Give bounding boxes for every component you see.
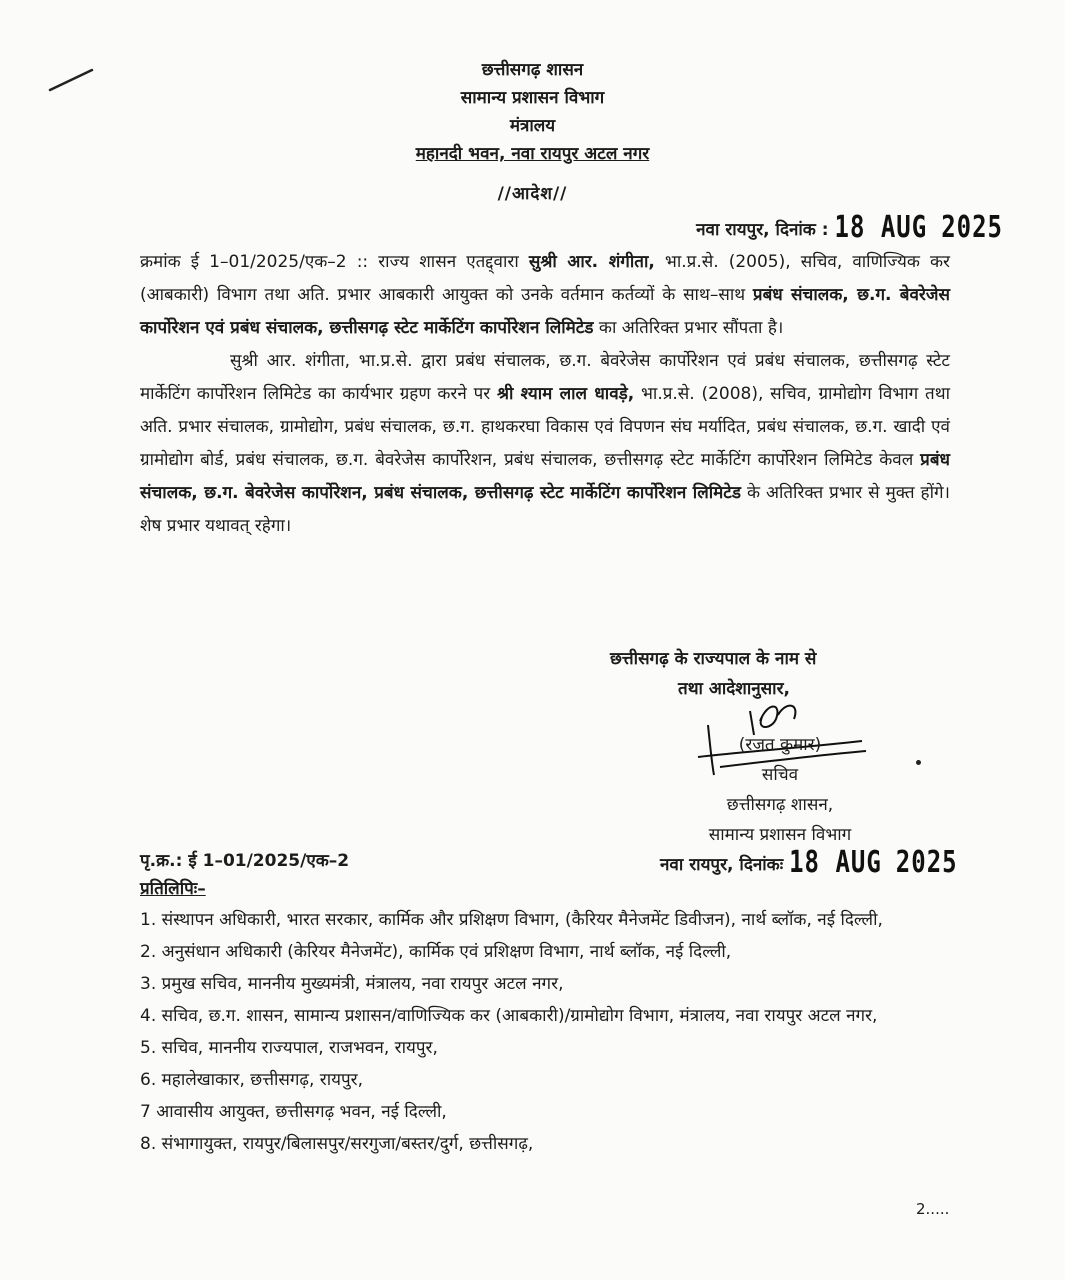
endorsement-reference: पृ.क्र.: ई 1–01/2025/एक–2	[140, 851, 350, 871]
ministry-name: मंत्रालय	[509, 116, 556, 136]
signatory-name: (रजत कुमार)	[738, 735, 822, 755]
copies-heading: प्रतिलिपिः–	[140, 879, 206, 899]
stamp-year: 2025	[895, 844, 958, 880]
list-item: 7 आवासीय आयुक्त, छत्तीसगढ़ भवन, नई दिल्ली,	[140, 1102, 447, 1122]
list-item: 8. संभागायुक्त, रायपुर/बिलासपुर/सरगुजा/बस्तर/दुर्ग, छत्तीसगढ़,	[140, 1134, 534, 1154]
stamp-year: 2025	[941, 209, 1003, 245]
endorsement-date-stamp	[789, 845, 958, 880]
list-item: 2. अनुसंधान अधिकारी (केरियर मैनेजमेंट), कार्मिक एवं प्रशिक्षण विभाग, नार्थ ब्लॉक, नई दिल्ली,	[140, 942, 732, 962]
date-stamp	[835, 210, 1004, 245]
text-run: का अतिरिक्त प्रभार सौंपता है।	[593, 318, 784, 338]
bold-run: प्रबंध संचालक, छ.ग. बेवरेजेस कार्पोरेशन एवं प्रबंध संचालक, छत्तीसगढ़ स्टेट मार्केटिंग कार्पोरेशन लिमिटेड	[140, 285, 950, 338]
date-label: नवा रायपुर, दिनांक :	[696, 220, 829, 240]
bold-run: सुश्री आर. शंगीता,	[528, 252, 655, 272]
copies-list	[140, 906, 952, 1162]
signatory	[660, 730, 900, 850]
text-run: के अतिरिक्त प्रभार से मुक्त होंगे।शेष प्रभार यथावत् रहेगा।	[140, 483, 950, 536]
list-item: 1. संस्थापन अधिकारी, भारत सरकार, कार्मिक और प्रशिक्षण विभाग, (कैरियर मैनेजमेंट डिवीजन), नार्थ ब्लॉक, नई दिल्ली,	[140, 910, 883, 930]
order-title: //आदेश//	[497, 184, 568, 204]
ink-dot	[916, 760, 921, 765]
authority-line-2: तथा आदेशानुसार,	[678, 679, 790, 699]
stamp-date: 18 AUG	[834, 209, 928, 245]
endorsement-dateline	[660, 844, 958, 880]
bold-run: प्रबंध संचालक, छ.ग. बेवरेजेस कार्पोरेशन, प्रबंध संचालक, छत्तीसगढ़ स्टेट मार्केटिंग कार्पोरेशन लिमिटेड	[140, 450, 950, 503]
order-dateline	[696, 209, 1003, 245]
authority-line-1: छत्तीसगढ़ के राज्यपाल के नाम से	[610, 649, 817, 669]
order-paragraph-1	[140, 246, 950, 345]
department-name: सामान्य प्रशासन विभाग	[460, 88, 605, 108]
page-number: 2.....	[916, 1200, 950, 1218]
stamp-date: 18 AUG	[789, 844, 882, 880]
list-item: 5. सचिव, माननीय राज्यपाल, राजभवन, रायपुर,	[140, 1038, 438, 1058]
signatory-government: छत्तीसगढ़ शासन,	[726, 795, 834, 815]
letterhead	[0, 56, 1065, 208]
text-run: भा.प्र.से. (2005), सचिव, वाणिज्यिक कर (आबकारी) विभाग तथा अति. प्रभार आबकारी आयुक्त को उनके वर्तमान कर्तव्यों के साथ–साथ	[140, 252, 951, 305]
text-run: क्रमांक ई 1–01/2025/एक–2 :: राज्य शासन एतद्द्वारा	[140, 252, 529, 272]
government-name: छत्तीसगढ़ शासन	[481, 60, 584, 80]
text-run: सुश्री आर. शंगीता, भा.प्र.से. द्वारा प्रबंध संचालक, छ.ग. बेवरेजेस कार्पोरेशन एवं प्रबंध संचालक, छत्तीसगढ़ स्टेट मार्केटिंग कार्पोरेशन लिमिटेड का कार्यभार ग्रहण करने पर	[140, 351, 950, 404]
signatory-department: सामान्य प्रशासन विभाग	[708, 825, 852, 845]
list-item: 3. प्रमुख सचिव, माननीय मुख्यमंत्री, मंत्रालय, नवा रायपुर अटल नगर,	[140, 974, 564, 994]
order-paragraph-2	[140, 345, 950, 543]
bold-run: श्री श्याम लाल धावड़े,	[496, 384, 635, 404]
text-run: भा.प्र.से. (2008), सचिव, ग्रामोद्योग विभाग तथा अति. प्रभार संचालक, ग्रामोद्योग, प्रबंध संचालक, छ.ग. हाथकरघा विकास एवं विपणन संघ मर्यादित, प्रबंध संचालक, छ.ग. खादी एवं ग्रामोद्योग बोर्ड, प्रबंध संचालक, छ.ग. बेवरेजेस कार्पोरेशन, प्रबंध संचालक, छत्तीसगढ़ स्टेट मार्केटिंग कार्पोरेशन लिमिटेड केवल	[140, 384, 950, 470]
list-item: 4. सचिव, छ.ग. शासन, सामान्य प्रशासन/वाणिज्यिक कर (आबकारी)/ग्रामोद्योग विभाग, मंत्रालय, नवा रायपुर अटल नगर,	[140, 1006, 878, 1026]
office-address: महानदी भवन, नवा रायपुर अटल नगर	[415, 144, 650, 164]
signatory-designation: सचिव	[761, 765, 799, 785]
endorsement-date-label: नवा रायपुर, दिनांकः	[660, 855, 784, 875]
list-item: 6. महालेखाकार, छत्तीसगढ़, रायपुर,	[140, 1070, 364, 1090]
order-body	[140, 246, 950, 543]
